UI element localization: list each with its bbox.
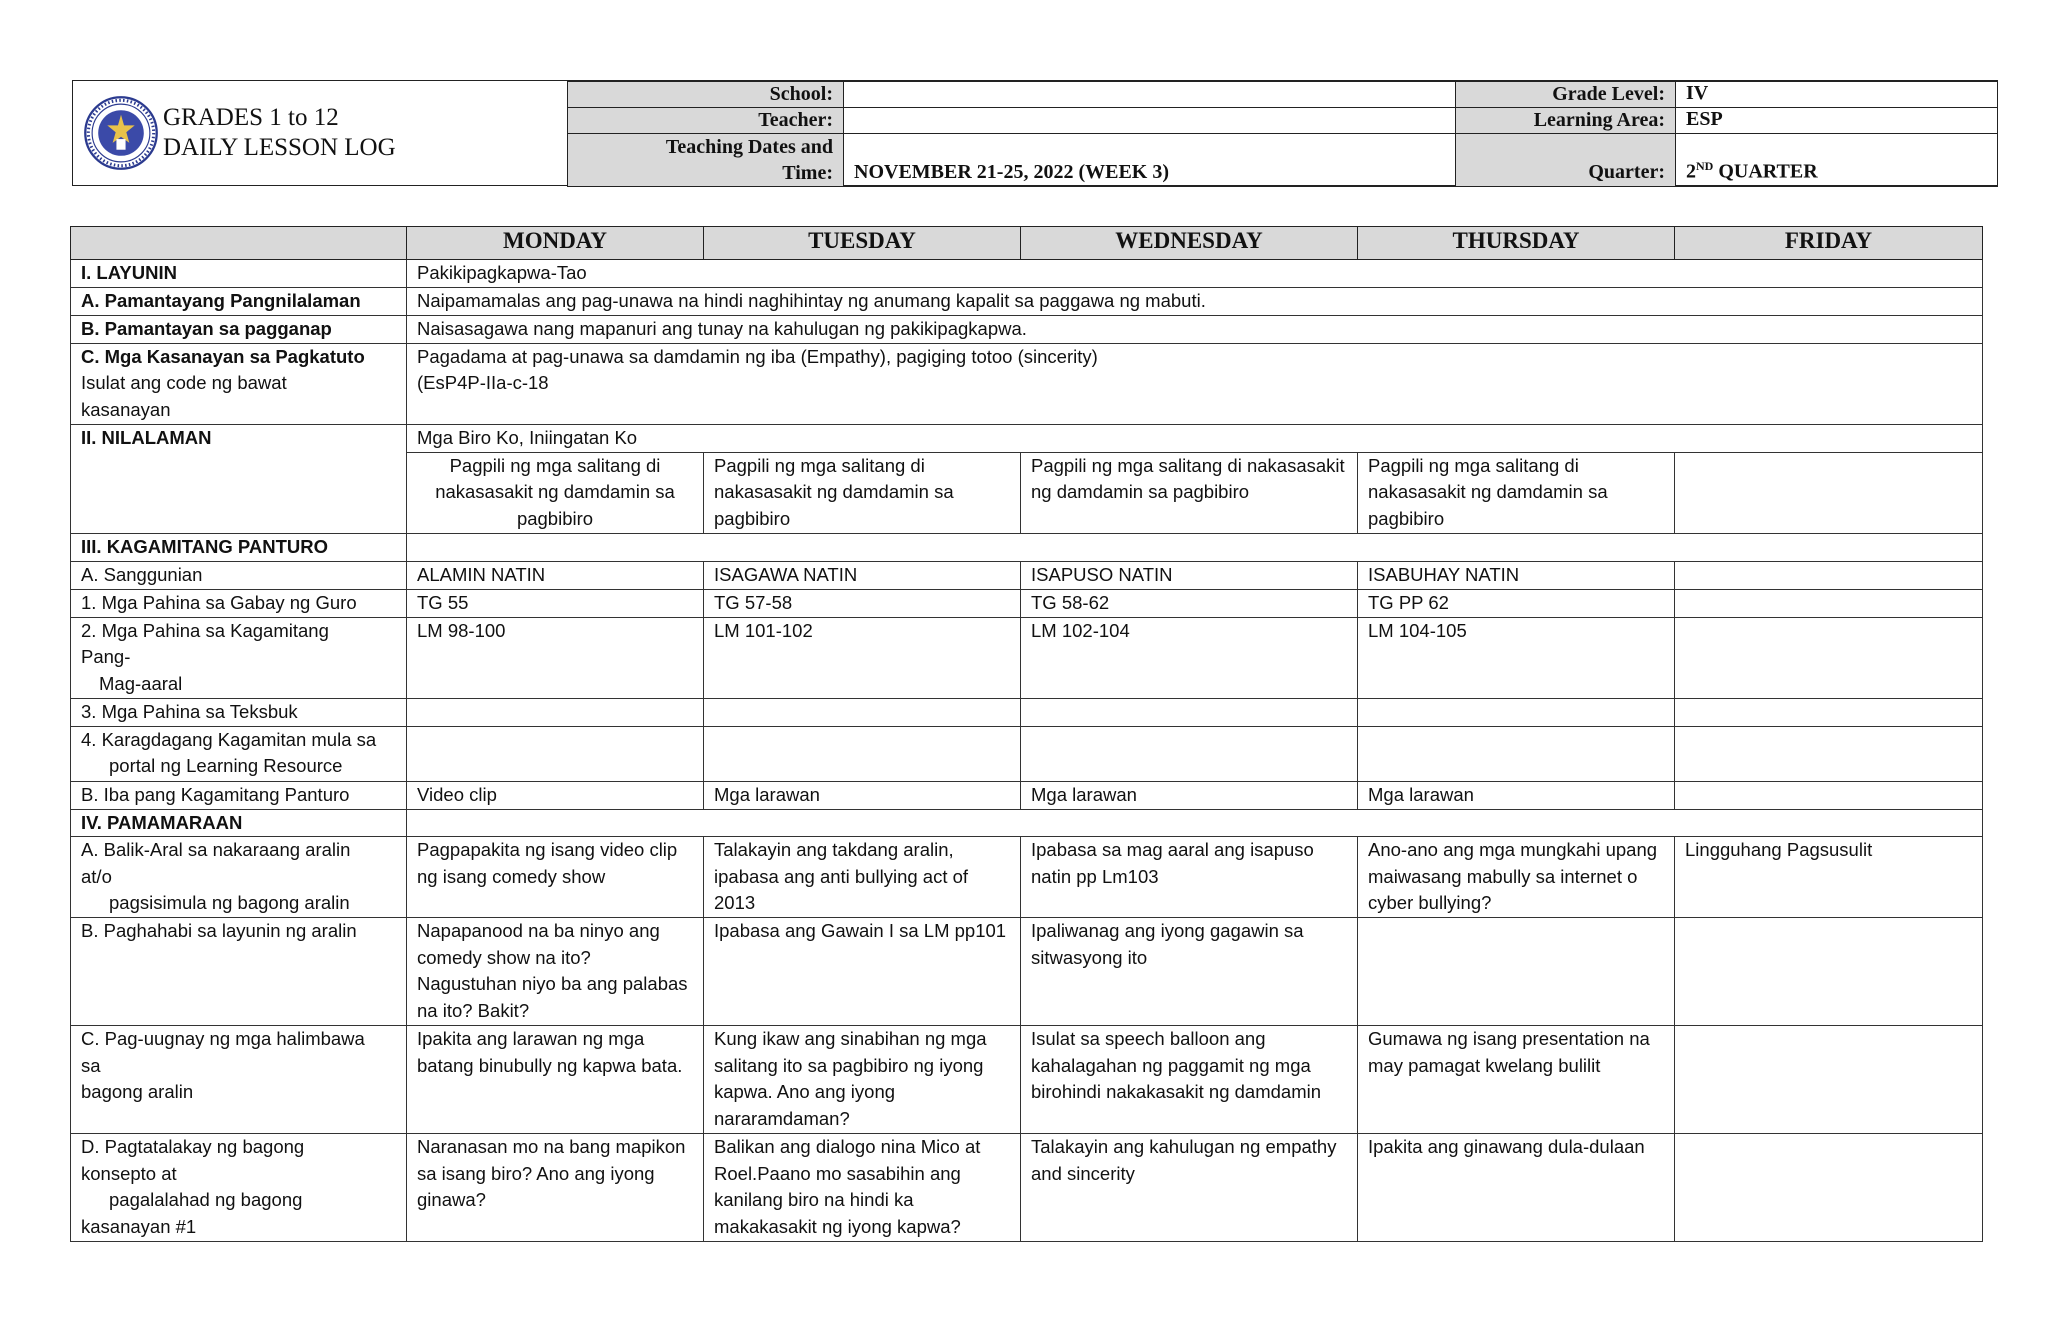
brand-title-line2: DAILY LESSON LOG bbox=[163, 133, 396, 161]
table-row bbox=[71, 315, 1983, 343]
day-header-blank bbox=[71, 227, 407, 260]
brand-title bbox=[163, 103, 396, 163]
day-header-row bbox=[71, 227, 1983, 260]
row-label-lm bbox=[71, 617, 407, 698]
row-label-pagtatalakay bbox=[71, 1134, 407, 1242]
gabay-wednesday: TG 58-62 bbox=[1021, 589, 1358, 617]
day-tuesday: TUESDAY bbox=[704, 227, 1021, 260]
pag-uugnay-tuesday: Kung ikaw ang sinabihan ng mga salitang ito sa pagbibiro ng iyong kapwa. Ano ang iyong nararamdaman? bbox=[704, 1026, 1021, 1134]
teksbuk-thursday bbox=[1358, 698, 1675, 726]
kagamitan-value bbox=[407, 533, 1983, 561]
table-row bbox=[71, 343, 1983, 424]
lm-label-line1: 2. Mga Pahina sa Kagamitang bbox=[81, 619, 329, 641]
kasanayan-label-line3: kasanayan bbox=[81, 398, 171, 420]
pag-uugnay-label-line2: sa bbox=[81, 1054, 101, 1076]
row-label-sanggunian: A. Sanggunian bbox=[71, 561, 407, 589]
lm-monday: LM 98-100 bbox=[407, 617, 704, 698]
layunin-value: Pakikipagkapwa-Tao bbox=[407, 260, 1983, 288]
teacher-field[interactable] bbox=[844, 108, 1456, 134]
brand-block bbox=[73, 81, 567, 184]
day-wednesday: WEDNESDAY bbox=[1021, 227, 1358, 260]
teksbuk-wednesday bbox=[1021, 698, 1358, 726]
pagtatalakay-friday bbox=[1675, 1134, 1983, 1242]
quarter-rest: QUARTER bbox=[1713, 161, 1818, 183]
deped-seal-icon bbox=[83, 95, 159, 171]
balik-label-line3 bbox=[81, 890, 396, 917]
row-label-balik bbox=[71, 837, 407, 918]
lesson-log-header bbox=[72, 80, 1998, 186]
table-row bbox=[71, 533, 1983, 561]
quarter-label: Quarter: bbox=[1456, 134, 1676, 187]
row-label-layunin: I. LAYUNIN bbox=[71, 260, 407, 288]
row-label-kagamitan: III. KAGAMITANG PANTURO bbox=[71, 533, 407, 561]
pag-uugnay-wednesday: Isulat sa speech balloon ang kahalagahan ng paggamit ng mga birohindi nakakasakit ng damdamin bbox=[1021, 1026, 1358, 1134]
quarter-num: 2 bbox=[1686, 161, 1696, 183]
teaching-dates-label-line1: Teaching Dates and bbox=[665, 136, 833, 158]
topic-monday: Pagpili ng mga salitang di nakasasakit ng damdamin sa pagbibiro bbox=[407, 452, 704, 533]
kasanayan-label-line1: C. Mga Kasanayan sa Pagkatuto bbox=[81, 345, 365, 367]
row-label-pangnilalaman: A. Pamantayang Pangnilalaman bbox=[71, 287, 407, 315]
topic-wednesday: Pagpili ng mga salitang di nakasasakit ng damdamin sa pagbibiro bbox=[1021, 452, 1358, 533]
nilalaman-value: Mga Biro Ko, Iniingatan Ko bbox=[407, 424, 1983, 452]
gabay-thursday: TG PP 62 bbox=[1358, 589, 1675, 617]
lm-thursday: LM 104-105 bbox=[1358, 617, 1675, 698]
gabay-friday bbox=[1675, 589, 1983, 617]
table-row bbox=[71, 918, 1983, 1026]
quarter-value bbox=[1676, 134, 1998, 187]
table-row bbox=[71, 589, 1983, 617]
row-label-pamamaraan: IV. PAMAMARAAN bbox=[71, 809, 407, 837]
pagtatalakay-monday: Naranasan mo na bang mapikon sa isang biro? Ano ang iyong ginawa? bbox=[407, 1134, 704, 1242]
table-row bbox=[71, 287, 1983, 315]
table-row bbox=[71, 698, 1983, 726]
iba-thursday: Mga larawan bbox=[1358, 781, 1675, 809]
teksbuk-friday bbox=[1675, 698, 1983, 726]
pagtatalakay-label-line1: D. Pagtatalakay ng bagong bbox=[81, 1136, 305, 1158]
iba-tuesday: Mga larawan bbox=[704, 781, 1021, 809]
row-label-pag-uugnay bbox=[71, 1026, 407, 1134]
pamamaraan-value bbox=[407, 809, 1983, 837]
iba-wednesday: Mga larawan bbox=[1021, 781, 1358, 809]
topic-friday bbox=[1675, 452, 1983, 533]
pagtatalakay-label-line4: kasanayan #1 bbox=[81, 1215, 197, 1237]
lm-label-line3-text: Mag-aaral bbox=[99, 672, 183, 694]
balik-label-line3-text: pagsisimula ng bagong aralin bbox=[109, 892, 350, 914]
learning-area-label: Learning Area: bbox=[1456, 108, 1676, 134]
row-label-paghahabi: B. Paghahabi sa layunin ng aralin bbox=[71, 918, 407, 1026]
day-thursday: THURSDAY bbox=[1358, 227, 1675, 260]
table-row bbox=[71, 809, 1983, 837]
pagganap-value: Naisasagawa nang mapanuri ang tunay na kahulugan ng pakikipagkapwa. bbox=[407, 315, 1983, 343]
sanggunian-friday bbox=[1675, 561, 1983, 589]
teksbuk-tuesday bbox=[704, 698, 1021, 726]
teksbuk-monday bbox=[407, 698, 704, 726]
karagdagang-label-line2 bbox=[81, 753, 396, 780]
kasanayan-label-line2: Isulat ang code ng bawat bbox=[81, 372, 287, 394]
paghahabi-tuesday: Ipabasa ang Gawain I sa LM pp101 bbox=[704, 918, 1021, 1026]
table-row bbox=[71, 1134, 1983, 1242]
pagtatalakay-wednesday: Talakayin ang kahulugan ng empathy and sincerity bbox=[1021, 1134, 1358, 1242]
kasanayan-value bbox=[407, 343, 1983, 424]
balik-label-line2: at/o bbox=[81, 865, 112, 887]
balik-friday: Lingguhang Pagsusulit bbox=[1675, 837, 1983, 918]
pagtatalakay-tuesday: Balikan ang dialogo nina Mico at Roel.Paano mo sasabihin ang kanilang biro na hindi ka makakasakit ng iyong kapwa? bbox=[704, 1134, 1021, 1242]
balik-wednesday: Ipabasa sa mag aaral ang isapuso natin pp Lm103 bbox=[1021, 837, 1358, 918]
iba-friday bbox=[1675, 781, 1983, 809]
daily-lesson-table bbox=[70, 226, 1983, 1242]
table-row bbox=[71, 726, 1983, 781]
kasanayan-value-line1: Pagadama at pag-unawa sa damdamin ng iba (Empathy), pagiging totoo (sincerity) bbox=[417, 345, 1098, 367]
paghahabi-monday: Napapanood na ba ninyo ang comedy show na ito? Nagustuhan niyo ba ang palabas na ito? Bakit? bbox=[407, 918, 704, 1026]
teaching-dates-label-line2: Time: bbox=[782, 162, 833, 184]
pangnilalaman-value: Naipamamalas ang pag-unawa na hindi naghihintay ng anumang kapalit sa paggawa ng mabuti. bbox=[407, 287, 1983, 315]
info-table bbox=[567, 81, 1998, 187]
teaching-dates-value: NOVEMBER 21-25, 2022 (WEEK 3) bbox=[844, 134, 1456, 187]
grade-level-value: IV bbox=[1676, 82, 1998, 108]
karagdagang-label-line1: 4. Karagdagang Kagamitan mula sa bbox=[81, 728, 377, 750]
pag-uugnay-label-line3: bagong aralin bbox=[81, 1081, 194, 1103]
row-label-kasanayan bbox=[71, 343, 407, 424]
karagdagang-friday bbox=[1675, 726, 1983, 781]
school-label: School: bbox=[568, 82, 844, 108]
table-row bbox=[71, 424, 1983, 452]
lm-tuesday: LM 101-102 bbox=[704, 617, 1021, 698]
pag-uugnay-label-line1: C. Pag-uugnay ng mga halimbawa bbox=[81, 1028, 365, 1050]
table-row bbox=[71, 561, 1983, 589]
row-label-pagganap: B. Pamantayan sa pagganap bbox=[71, 315, 407, 343]
row-label-nilalaman: II. NILALAMAN bbox=[71, 424, 407, 533]
karagdagang-tuesday bbox=[704, 726, 1021, 781]
quarter-sup: ND bbox=[1696, 159, 1714, 174]
balik-monday: Pagpapakita ng isang video clip ng isang comedy show bbox=[407, 837, 704, 918]
row-label-teksbuk: 3. Mga Pahina sa Teksbuk bbox=[71, 698, 407, 726]
pagtatalakay-thursday: Ipakita ang ginawang dula-dulaan bbox=[1358, 1134, 1675, 1242]
sanggunian-wednesday: ISAPUSO NATIN bbox=[1021, 561, 1358, 589]
pagtatalakay-label-line2: konsepto at bbox=[81, 1162, 177, 1184]
pag-uugnay-thursday: Gumawa ng isang presentation na may pamagat kwelang bulilit bbox=[1358, 1026, 1675, 1134]
teaching-dates-label bbox=[568, 134, 844, 187]
pag-uugnay-friday bbox=[1675, 1026, 1983, 1134]
paghahabi-thursday bbox=[1358, 918, 1675, 1026]
balik-label-line1: A. Balik-Aral sa nakaraang aralin bbox=[81, 839, 351, 861]
gabay-monday: TG 55 bbox=[407, 589, 704, 617]
karagdagang-label-line2-text: portal ng Learning Resource bbox=[109, 755, 343, 777]
row-label-iba: B. Iba pang Kagamitang Panturo bbox=[71, 781, 407, 809]
row-label-karagdagang bbox=[71, 726, 407, 781]
learning-area-value: ESP bbox=[1676, 108, 1998, 134]
lm-label-line3 bbox=[81, 671, 396, 698]
kasanayan-value-line2: (EsP4P-IIa-c-18 bbox=[417, 372, 549, 394]
sanggunian-thursday: ISABUHAY NATIN bbox=[1358, 561, 1675, 589]
karagdagang-monday bbox=[407, 726, 704, 781]
table-row bbox=[71, 260, 1983, 288]
table-row bbox=[71, 837, 1983, 918]
lm-label-line2: Pang- bbox=[81, 646, 131, 668]
pag-uugnay-monday: Ipakita ang larawan ng mga batang binubully ng kapwa bata. bbox=[407, 1026, 704, 1134]
pagtatalakay-label-line3-text: pagalalahad ng bagong bbox=[109, 1189, 303, 1211]
school-field[interactable] bbox=[844, 82, 1456, 108]
pagtatalakay-label-line3 bbox=[81, 1187, 396, 1214]
day-friday: FRIDAY bbox=[1675, 227, 1983, 260]
table-row bbox=[71, 1026, 1983, 1134]
lm-friday bbox=[1675, 617, 1983, 698]
table-row bbox=[71, 617, 1983, 698]
paghahabi-friday bbox=[1675, 918, 1983, 1026]
karagdagang-thursday bbox=[1358, 726, 1675, 781]
gabay-tuesday: TG 57-58 bbox=[704, 589, 1021, 617]
grade-level-label: Grade Level: bbox=[1456, 82, 1676, 108]
karagdagang-wednesday bbox=[1021, 726, 1358, 781]
topic-thursday: Pagpili ng mga salitang di nakasasakit ng damdamin sa pagbibiro bbox=[1358, 452, 1675, 533]
row-label-gabay: 1. Mga Pahina sa Gabay ng Guro bbox=[71, 589, 407, 617]
teacher-label: Teacher: bbox=[568, 108, 844, 134]
balik-tuesday: Talakayin ang takdang aralin, ipabasa ang anti bullying act of 2013 bbox=[704, 837, 1021, 918]
brand-title-line1: GRADES 1 to 12 bbox=[163, 103, 339, 131]
day-monday: MONDAY bbox=[407, 227, 704, 260]
iba-monday: Video clip bbox=[407, 781, 704, 809]
paghahabi-wednesday: Ipaliwanag ang iyong gagawin sa sitwasyong ito bbox=[1021, 918, 1358, 1026]
topic-tuesday: Pagpili ng mga salitang di nakasasakit ng damdamin sa pagbibiro bbox=[704, 452, 1021, 533]
sanggunian-tuesday: ISAGAWA NATIN bbox=[704, 561, 1021, 589]
table-row bbox=[71, 781, 1983, 809]
sanggunian-monday: ALAMIN NATIN bbox=[407, 561, 704, 589]
lm-wednesday: LM 102-104 bbox=[1021, 617, 1358, 698]
balik-thursday: Ano-ano ang mga mungkahi upang maiwasang mabully sa internet o cyber bullying? bbox=[1358, 837, 1675, 918]
